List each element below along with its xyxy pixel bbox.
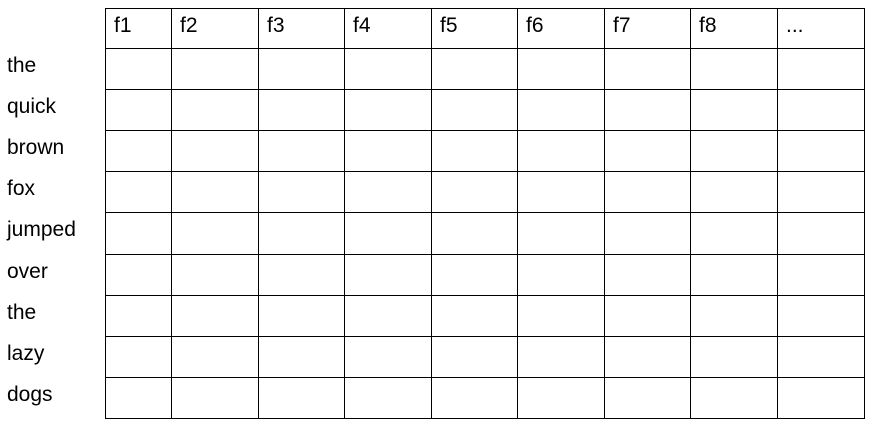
matrix-cell bbox=[604, 89, 691, 131]
matrix-cell bbox=[604, 130, 691, 172]
matrix-cell bbox=[690, 48, 778, 90]
matrix-cell bbox=[258, 336, 345, 378]
row-word-label: lazy bbox=[7, 342, 45, 365]
matrix-cell bbox=[171, 89, 259, 131]
matrix-cell bbox=[258, 254, 345, 296]
matrix-cell bbox=[105, 295, 172, 337]
matrix-cell bbox=[105, 336, 172, 378]
row-word-label: over bbox=[7, 260, 48, 283]
column-header-label: f8 bbox=[699, 14, 717, 37]
matrix-cell bbox=[517, 377, 605, 419]
matrix-cell bbox=[431, 377, 518, 419]
matrix-cell bbox=[517, 254, 605, 296]
matrix-cell bbox=[105, 89, 172, 131]
matrix-cell bbox=[777, 295, 865, 337]
matrix-cell bbox=[777, 254, 865, 296]
matrix-cell bbox=[604, 336, 691, 378]
matrix-cell bbox=[258, 295, 345, 337]
matrix-cell bbox=[431, 336, 518, 378]
matrix-cell bbox=[517, 48, 605, 90]
matrix-cell bbox=[517, 171, 605, 213]
matrix-cell bbox=[431, 171, 518, 213]
matrix-cell bbox=[171, 377, 259, 419]
matrix-cell bbox=[777, 48, 865, 90]
matrix-cell bbox=[105, 254, 172, 296]
matrix-cell bbox=[604, 212, 691, 255]
matrix-cell bbox=[258, 212, 345, 255]
matrix-cell bbox=[517, 336, 605, 378]
row-word-label: the bbox=[7, 54, 37, 77]
column-header-label: f6 bbox=[526, 14, 544, 37]
matrix-cell bbox=[258, 171, 345, 213]
matrix-cell bbox=[777, 212, 865, 255]
matrix-cell bbox=[690, 336, 778, 378]
matrix-cell bbox=[344, 130, 432, 172]
column-header-label: f1 bbox=[114, 14, 132, 37]
matrix-cell bbox=[344, 171, 432, 213]
matrix-cell bbox=[777, 130, 865, 172]
column-header-label: ... bbox=[786, 14, 804, 37]
matrix-cell bbox=[105, 130, 172, 172]
row-word-label: jumped bbox=[7, 218, 76, 241]
matrix-cell bbox=[344, 377, 432, 419]
matrix-cell bbox=[517, 89, 605, 131]
matrix-cell bbox=[171, 212, 259, 255]
matrix-cell bbox=[258, 48, 345, 90]
matrix-cell bbox=[690, 212, 778, 255]
matrix-cell bbox=[344, 336, 432, 378]
matrix-cell bbox=[105, 171, 172, 213]
row-word-label: the bbox=[7, 301, 37, 324]
matrix-cell bbox=[105, 48, 172, 90]
matrix-cell bbox=[171, 254, 259, 296]
matrix-cell bbox=[171, 171, 259, 213]
matrix-cell bbox=[777, 171, 865, 213]
matrix-cell bbox=[690, 254, 778, 296]
column-header-label: f2 bbox=[180, 14, 198, 37]
matrix-cell bbox=[258, 377, 345, 419]
matrix-cell bbox=[105, 377, 172, 419]
matrix-cell bbox=[690, 130, 778, 172]
row-word-label: brown bbox=[7, 136, 65, 159]
matrix-cell bbox=[431, 212, 518, 255]
matrix-cell bbox=[690, 171, 778, 213]
matrix-cell bbox=[690, 89, 778, 131]
matrix-cell bbox=[171, 48, 259, 90]
matrix-cell bbox=[171, 295, 259, 337]
matrix-cell bbox=[431, 48, 518, 90]
matrix-cell bbox=[344, 89, 432, 131]
matrix-cell bbox=[777, 89, 865, 131]
row-word-label: dogs bbox=[7, 383, 53, 406]
column-header-label: f3 bbox=[267, 14, 285, 37]
matrix-cell bbox=[777, 336, 865, 378]
row-word-label: quick bbox=[7, 95, 57, 118]
matrix-cell bbox=[344, 212, 432, 255]
matrix-cell bbox=[431, 89, 518, 131]
matrix-cell bbox=[171, 130, 259, 172]
row-word-label: fox bbox=[7, 177, 36, 200]
column-header-label: f4 bbox=[353, 14, 371, 37]
matrix-cell bbox=[604, 377, 691, 419]
matrix-cell bbox=[344, 254, 432, 296]
matrix-cell bbox=[604, 254, 691, 296]
matrix-cell bbox=[690, 377, 778, 419]
column-header-label: f5 bbox=[440, 14, 458, 37]
matrix-cell bbox=[344, 48, 432, 90]
matrix-cell bbox=[344, 295, 432, 337]
matrix-cell bbox=[690, 295, 778, 337]
matrix-cell bbox=[105, 212, 172, 255]
matrix-cell bbox=[431, 254, 518, 296]
matrix-cell bbox=[604, 171, 691, 213]
matrix-cell bbox=[604, 295, 691, 337]
matrix-cell bbox=[431, 130, 518, 172]
matrix-cell bbox=[517, 130, 605, 172]
matrix-cell bbox=[258, 130, 345, 172]
matrix-cell bbox=[517, 212, 605, 255]
matrix-cell bbox=[431, 295, 518, 337]
matrix-cell bbox=[171, 336, 259, 378]
matrix-cell bbox=[777, 377, 865, 419]
matrix-cell bbox=[517, 295, 605, 337]
matrix-cell bbox=[258, 89, 345, 131]
column-header-label: f7 bbox=[613, 14, 631, 37]
matrix-cell bbox=[604, 48, 691, 90]
